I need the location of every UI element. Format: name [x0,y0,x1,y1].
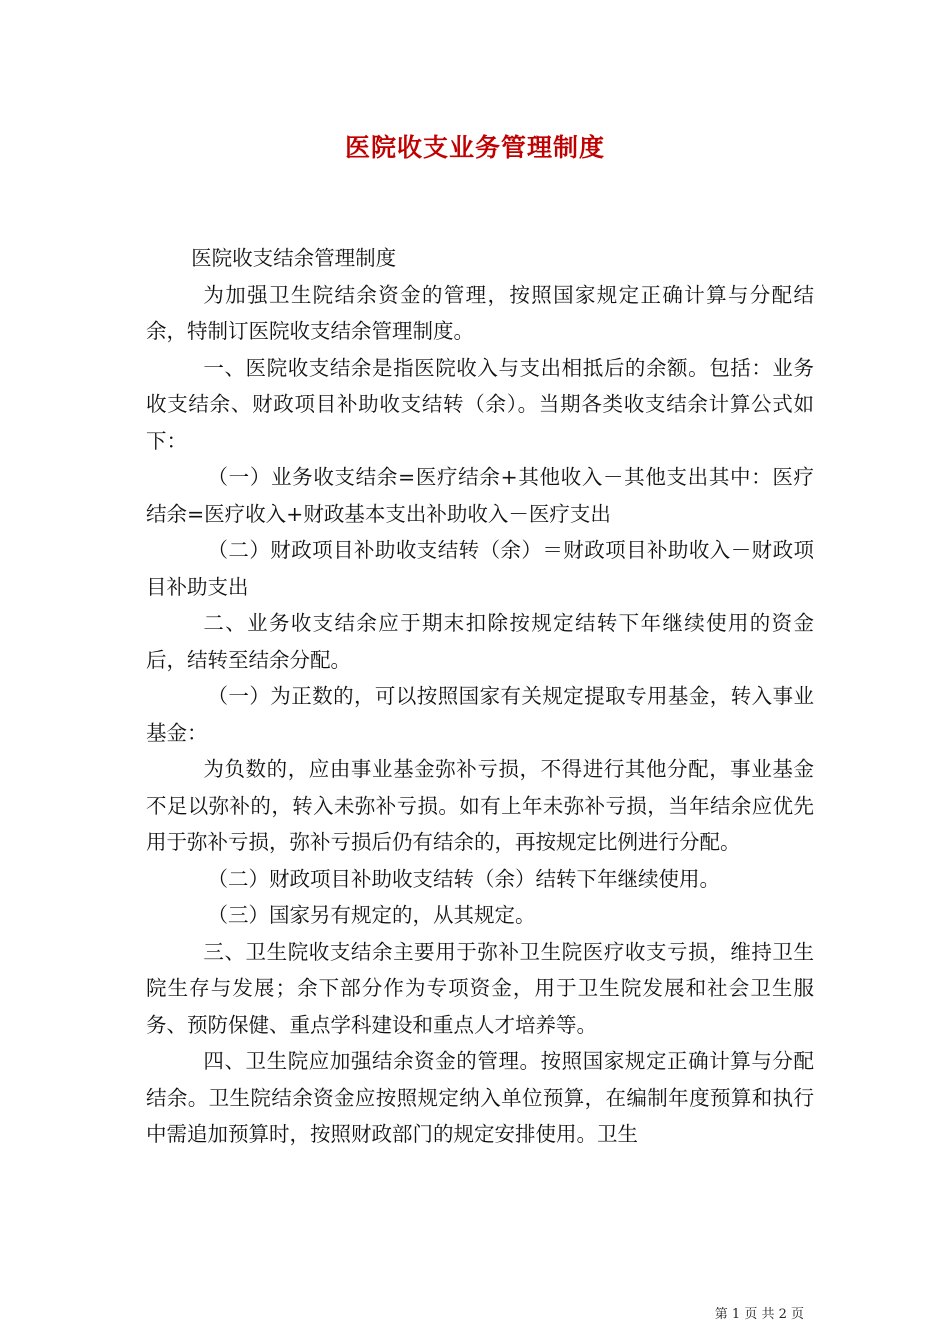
paragraph-sub-2-3: （三）国家另有规定的，从其规定。 [207,903,536,927]
paragraph-item-1: 一、医院收支结余是指医院收入与支出相抵后的余额。包括：业务收支结余、财政项目补助收支结转（余）。当期各类收支结余计算公式如下： [146,355,814,453]
document-title: 医院收支业务管理制度 [344,133,605,162]
section-heading: 医院收支结余管理制度 [191,246,397,270]
paragraph-sub-1-1: （一）业务收支结余=医疗结余+其他收入－其他支出其中：医疗结余=医疗收入+财政基本支出补助收入－医疗支出 [146,465,814,526]
paragraph-intro: 为加强卫生院结余资金的管理，按照国家规定正确计算与分配结余，特制订医院收支结余管理制度。 [146,282,814,343]
paragraph-item-4: 四、卫生院应加强结余资金的管理。按照国家规定正确计算与分配结余。卫生院结余资金应按照规定纳入单位预算，在编制年度预算和执行中需追加预算时，按照财政部门的规定安排使用。卫生 [146,1049,814,1146]
paragraph-sub-2-1-negative: 为负数的，应由事业基金弥补亏损，不得进行其他分配，事业基金不足以弥补的，转入未弥补亏损。如有上年未弥补亏损，当年结余应优先用于弥补亏损，弥补亏损后仍有结余的，再按规定比例进行分配。 [146,757,814,854]
page-number: 第 1 页 共 2 页 [714,1307,804,1322]
paragraph-sub-2-2: （二）财政项目补助收支结转（余）结转下年继续使用。 [207,866,720,891]
paragraph-item-2: 二、业务收支结余应于期末扣除按规定结转下年继续使用的资金后，结转至结余分配。 [146,611,814,672]
paragraph-sub-2-1: （一）为正数的，可以按照国家有关规定提取专用基金，转入事业基金： [146,684,814,745]
paragraph-item-3: 三、卫生院收支结余主要用于弥补卫生院医疗收支亏损，维持卫生院生存与发展；余下部分作为专项资金，用于卫生院发展和社会卫生服务、预防保健、重点学科建设和重点人才培养等。 [146,939,814,1037]
paragraph-sub-1-2: （二）财政项目补助收支结转（余）＝财政项目补助收入－财政项目补助支出 [146,538,814,599]
document-body [146,240,814,1153]
